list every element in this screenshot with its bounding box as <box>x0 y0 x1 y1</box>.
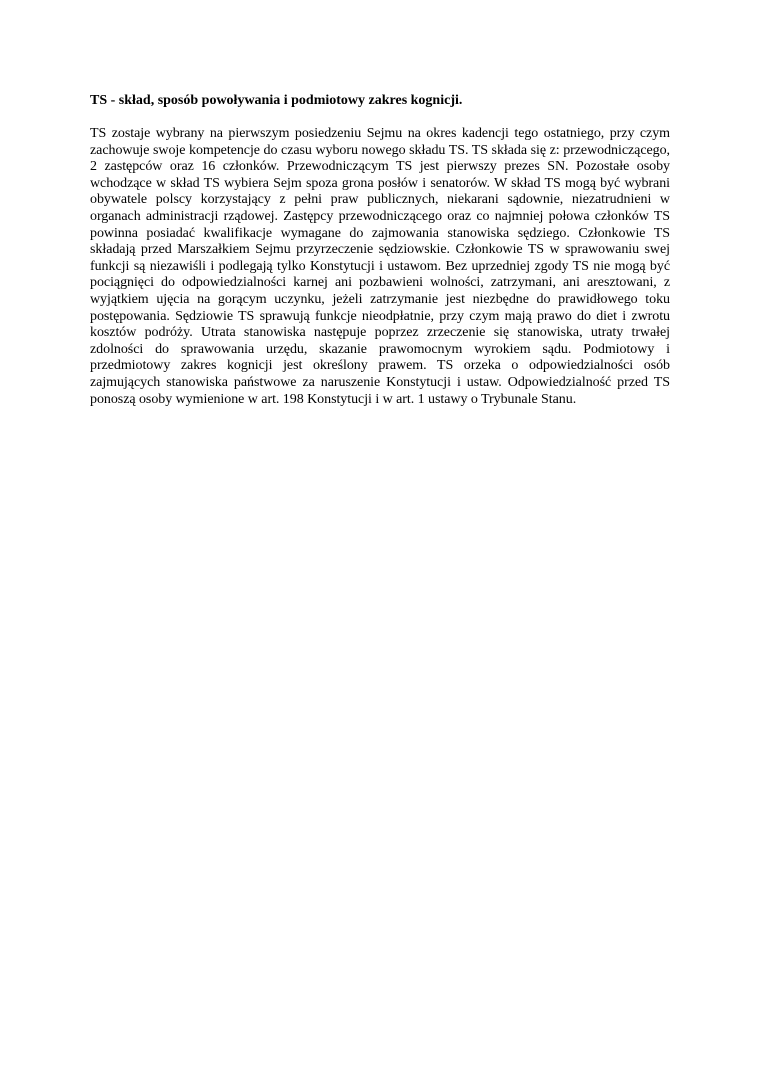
document-heading: TS - skład, sposób powoływania i podmiotowy zakres kognicji. <box>90 93 463 108</box>
document-paragraph: TS zostaje wybrany na pierwszym posiedzeniu Sejmu na okres kadencji tego ostatniego, przy czym zachowuje swoje kompetencje do czasu wyboru nowego składu TS. TS składa się z: przewodniczącego, 2 zastępców oraz 16 członków. Przewodniczącym TS jest pierwszy prezes SN. Pozostałe osoby wchodzące w skład TS wybiera Sejm spoza grona posłów i senatorów. W skład TS mogą być wybrani obywatele polscy korzystający z pełni praw publicznych, niekarani sądownie, niezatrudnieni w organach administracji rządowej. Zastępcy przewodniczącego oraz co najmniej połowa członków TS powinna posiadać kwalifikacje wymagane do zajmowania stanowiska sędziego. Członkowie TS składają przed Marszałkiem Sejmu przyrzeczenie sędziowskie. Członkowie TS w sprawowaniu swej funkcji są niezawiśli i podlegają tylko Konstytucji i ustawom. Bez uprzedniej zgody TS nie mogą być pociągnięci do odpowiedzialności karnej ani pozbawieni wolności, zatrzymani, ani aresztowani, z wyjątkiem ujęcia na gorącym uczynku, jeżeli zatrzymanie jest niezbędne do prawidłowego toku postępowania. Sędziowie TS sprawują funkcje nieodpłatnie, przy czym mają prawo do diet i zwrotu kosztów podróży. Utrata stanowiska następuje poprzez zrzeczenie się stanowiska, utraty trwałej zdolności do sprawowania urzędu, skazanie prawomocnym wyrokiem sądu. Podmiotowy i przedmiotowy zakres kognicji jest określony prawem. TS orzeka o odpowiedzialności osób zajmujących stanowiska państwowe za naruszenie Konstytucji i ustaw. Odpowiedzialność przed TS ponoszą osoby wymienione w art. 198 Konstytucji i w art. 1 ustawy o Trybunale Stanu. <box>90 126 670 407</box>
document-content <box>90 92 670 408</box>
